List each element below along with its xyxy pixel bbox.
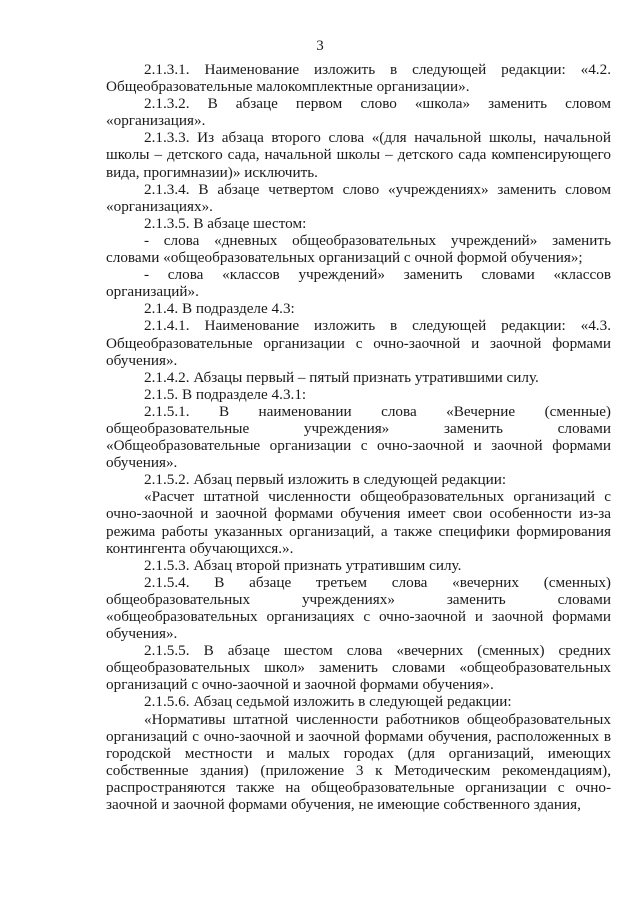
paragraph: 2.1.3.4. В абзаце четвертом слово «учреждениях» заменить словом «организациях».	[106, 180, 611, 215]
document-body	[106, 61, 611, 813]
paragraph: 2.1.5.5. В абзаце шестом слова «вечерних (сменных) средних общеобразовательных школ» заменить словами «общеобразовательных организаций с очно-заочной и заочной формами обучения».	[106, 642, 611, 694]
paragraph: 2.1.4.1. Наименование изложить в следующей редакции: «4.3. Общеобразовательные организации с очно-заочной и заочной формами обучения».	[106, 317, 611, 369]
paragraph: 2.1.5.3. Абзац второй признать утратившим силу.	[144, 556, 462, 574]
quoted-paragraph: «Расчет штатной численности общеобразовательных организаций с очно-заочной и заочной формами обучения имеет свои особенности из-за режима работы указанных организаций, а также специфики формирования контингента обучающихся.».	[106, 488, 611, 557]
paragraph: 2.1.3.1. Наименование изложить в следующей редакции: «4.2. Общеобразовательные малокомплектные организации».	[106, 61, 611, 96]
paragraph: 2.1.5.4. В абзаце третьем слова «вечерних (сменных) общеобразовательных учреждениях» заменить словами «общеобразовательных организациях с очно-заочной и заочной формами обучения».	[106, 573, 611, 643]
paragraph: 2.1.5.6. Абзац седьмой изложить в следующей редакции:	[144, 693, 512, 711]
paragraph: 2.1.4. В подразделе 4.3:	[144, 300, 295, 318]
paragraph: 2.1.5. В подразделе 4.3.1:	[144, 385, 307, 403]
quoted-paragraph: «Нормативы штатной численности работников общеобразовательных организаций с очно-заочной и заочной формами обучения, расположенных в городской местности и малых городах (для организаций, имеющих собственные здания) (приложение 3 к Методическим рекомендациям), распространяются также на общеобразовательные организации с очно-заочной и заочной формами обучения, не имеющие собственного здания,	[106, 710, 611, 814]
list-item: - слова «классов учреждений» заменить словами «классов организаций».	[106, 266, 611, 301]
paragraph: 2.1.5.2. Абзац первый изложить в следующей редакции:	[144, 471, 507, 489]
list-item: - слова «дневных общеобразовательных учреждений» заменить словами «общеобразовательных организаций с очной формой обучения»;	[106, 231, 611, 267]
paragraph: 2.1.5.1. В наименовании слова «Вечерние (сменные) общеобразовательные учреждения» заменить словами «Общеобразовательные организации с очно-заочной и заочной формами обучения».	[106, 402, 611, 472]
paragraph: 2.1.4.2. Абзацы первый – пятый признать утратившими силу.	[144, 368, 539, 386]
paragraph: 2.1.3.2. В абзаце первом слово «школа» заменить словом «организация».	[106, 95, 611, 130]
page-number: 3	[316, 38, 324, 54]
paragraph: 2.1.3.5. В абзаце шестом:	[144, 214, 307, 232]
paragraph: 2.1.3.3. Из абзаца второго слова «(для начальной школы, начальной школы – детского сада, начальной школы – детского сада компенсирующего вида, прогимназии)» исключить.	[106, 129, 611, 181]
